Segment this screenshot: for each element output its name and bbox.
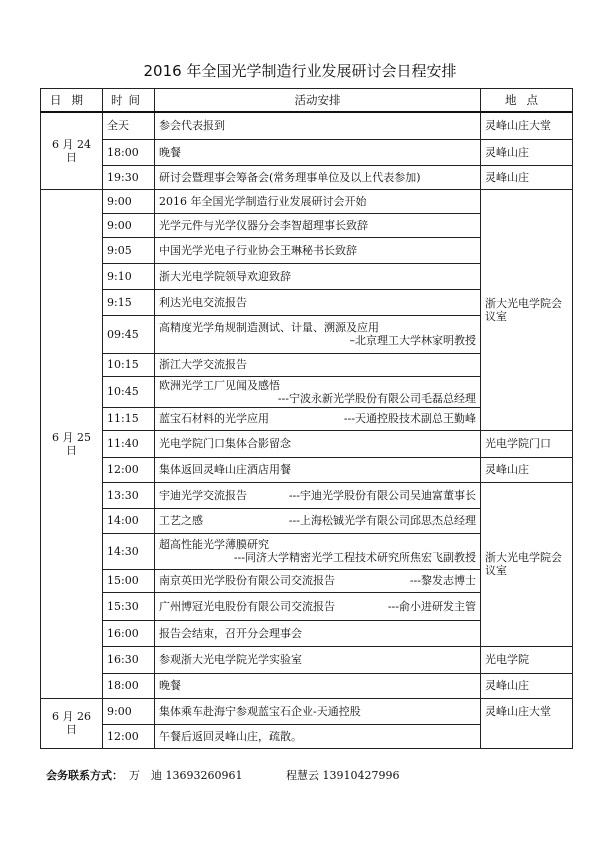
time-cell: 13:30	[103, 482, 155, 508]
location-cell: 灵峰山庄大堂	[481, 112, 573, 139]
activity-cell	[155, 533, 481, 569]
table-row	[41, 430, 573, 457]
activity-cell: 集体返回灵峰山庄酒店用餐	[155, 457, 481, 482]
header-time: 时间	[103, 89, 155, 113]
activity-speaker: –北京理工大学林家明教授	[349, 334, 476, 347]
activity-speaker: ---宁波永新光学股份有限公司毛磊总经理	[277, 391, 476, 405]
location-cell: 灵峰山庄大堂	[481, 698, 573, 748]
activity-cell: 参观浙大光电学院光学实验室	[155, 646, 481, 673]
time-cell: 16:30	[103, 646, 155, 673]
activity-cell	[155, 482, 481, 508]
time-cell: 18:00	[103, 139, 155, 165]
activity-speaker: ---同济大学精密光学工程技术研究所焦宏飞副教授	[233, 551, 476, 564]
table-row	[41, 165, 573, 189]
activity-cell: 晚餐	[155, 673, 481, 698]
date-cell: 6 月 25 日	[41, 189, 103, 698]
activity-speaker: ---俞小进研发主管	[387, 599, 476, 613]
activity-cell: 光电学院门口集体合影留念	[155, 430, 481, 457]
activity-cell: 浙大光电学院领导欢迎致辞	[155, 263, 481, 289]
activity-title: 蓝宝石材料的光学应用	[159, 412, 269, 425]
activity-title: 南京英田光学股份有限公司交流报告	[159, 574, 335, 587]
activity-cell	[155, 508, 481, 533]
activity-cell: 报告会结束，召开分会理事会	[155, 620, 481, 646]
activity-cell: 2016 年全国光学制造行业发展研讨会开始	[155, 189, 481, 213]
activity-cell	[155, 376, 481, 407]
time-cell: 9:05	[103, 237, 155, 263]
time-cell: 15:30	[103, 592, 155, 620]
activity-title: 工艺之感	[159, 514, 203, 527]
contact-person-2: 程慧云 13910427996	[286, 769, 400, 782]
activity-title: 高精度光学角规制造测试、计量、溯源及应用	[159, 321, 379, 334]
activity-cell: 参会代表报到	[155, 112, 481, 139]
time-cell: 18:00	[103, 673, 155, 698]
time-cell: 11:15	[103, 407, 155, 430]
header-activity: 活动安排	[155, 89, 481, 113]
activity-cell: 浙江大学交流报告	[155, 353, 481, 376]
activity-cell: 午餐后返回灵峰山庄，疏散。	[155, 724, 481, 748]
time-cell: 9:00	[103, 698, 155, 724]
activity-cell: 利达光电交流报告	[155, 289, 481, 315]
time-cell: 11:40	[103, 430, 155, 457]
activity-cell: 光学元件与光学仪器分会李智超理事长致辞	[155, 213, 481, 237]
contact-info	[46, 767, 400, 783]
time-cell: 9:10	[103, 263, 155, 289]
activity-cell: 集体乘车赴海宁参观蓝宝石企业-天通控股	[155, 698, 481, 724]
time-cell: 10:45	[103, 376, 155, 407]
activity-speaker: ---上海松铖光学有限公司邱思杰总经理	[288, 514, 476, 527]
activity-title: 宇迪光学交流报告	[159, 488, 247, 502]
activity-cell	[155, 407, 481, 430]
contact-person-1: 万 迪 13693260961	[129, 769, 243, 782]
time-cell: 16:00	[103, 620, 155, 646]
time-cell: 10:15	[103, 353, 155, 376]
location-cell: 灵峰山庄	[481, 139, 573, 165]
location-cell: 灵峰山庄	[481, 457, 573, 482]
activity-cell: 中国光学光电子行业协会王琳秘书长致辞	[155, 237, 481, 263]
activity-cell	[155, 592, 481, 620]
table-header-row	[41, 89, 573, 113]
time-cell: 9:00	[103, 213, 155, 237]
location-cell-merged: 浙大光电学院会议室	[481, 189, 573, 430]
time-cell: 14:00	[103, 508, 155, 533]
location-cell: 灵峰山庄	[481, 165, 573, 189]
location-cell: 灵峰山庄	[481, 673, 573, 698]
activity-speaker: ---宇迪光学股份有限公司吴迪富董事长	[288, 488, 476, 502]
time-cell: 全天	[103, 112, 155, 139]
date-cell: 6 月 26 日	[41, 698, 103, 748]
table-row	[41, 139, 573, 165]
time-cell: 09:45	[103, 315, 155, 353]
activity-title: 超高性能光学薄膜研究	[159, 538, 269, 551]
time-cell: 9:15	[103, 289, 155, 315]
table-row	[41, 457, 573, 482]
table-row	[41, 646, 573, 673]
header-date: 日期	[41, 89, 103, 113]
schedule-table	[40, 88, 573, 749]
time-cell: 15:00	[103, 569, 155, 592]
table-row	[41, 698, 573, 724]
activity-cell: 研讨会暨理事会筹备会(常务理事单位及以上代表参加)	[155, 165, 481, 189]
time-cell: 14:30	[103, 533, 155, 569]
activity-cell	[155, 569, 481, 592]
activity-speaker: ---黎发志博士	[409, 574, 476, 587]
table-row	[41, 189, 573, 213]
location-cell-merged: 浙大光电学院会议室	[481, 482, 573, 646]
time-cell: 12:00	[103, 724, 155, 748]
table-row	[41, 112, 573, 139]
activity-title: 欧洲光学工厂见闻及感悟	[159, 378, 280, 392]
contact-label: 会务联系方式：	[46, 769, 123, 782]
date-cell: 6 月 24 日	[41, 112, 103, 189]
time-cell: 9:00	[103, 189, 155, 213]
table-row	[41, 673, 573, 698]
header-location: 地点	[481, 89, 573, 113]
location-cell: 光电学院门口	[481, 430, 573, 457]
page-title: 2016 年全国光学制造行业发展研讨会日程安排	[143, 62, 457, 80]
table-row	[41, 482, 573, 508]
location-cell: 光电学院	[481, 646, 573, 673]
activity-title: 广州博冠光电股份有限公司交流报告	[159, 599, 335, 613]
time-cell: 19:30	[103, 165, 155, 189]
time-cell: 12:00	[103, 457, 155, 482]
activity-cell: 晚餐	[155, 139, 481, 165]
activity-speaker: ---天通控股技术副总王勤峰	[343, 412, 476, 425]
activity-cell	[155, 315, 481, 353]
